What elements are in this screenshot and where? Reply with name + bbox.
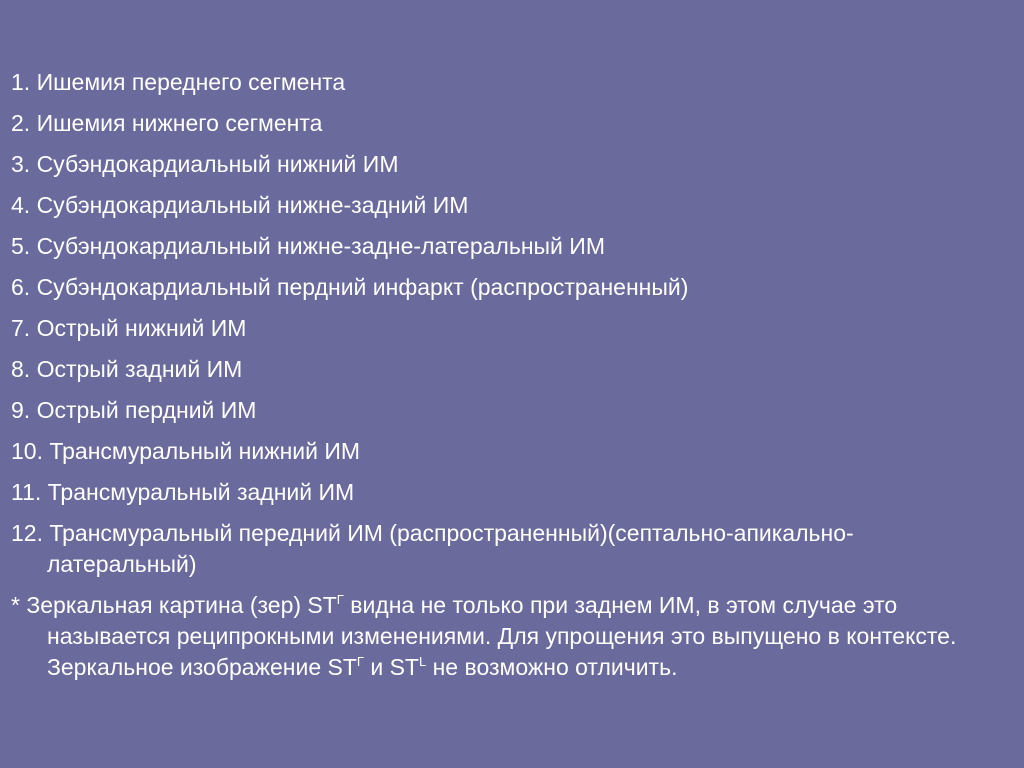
list-item-9: 9. Острый пердний ИМ bbox=[11, 397, 257, 423]
footnote-part-1: * Зеркальная картина (зер) ST bbox=[11, 592, 337, 618]
footnote-part-2: видна не только при заднем ИМ, в этом случае это называется реципрокными изменениями. Для упрощения это выпущено в контексте. Зеркальное изображение ST bbox=[47, 592, 957, 680]
footnote bbox=[11, 585, 1017, 683]
footnote-sup-1: Г bbox=[336, 592, 344, 607]
list-item-4: 4. Субэндокардиальный нижне-задний ИМ bbox=[11, 192, 469, 218]
list-item-3: 3. Субэндокардиальный нижний ИМ bbox=[11, 151, 399, 177]
footnote-part-3: и ST bbox=[363, 654, 419, 680]
footnote-part-4: не возможно отличить. bbox=[426, 654, 678, 680]
list-item-11: 11. Трансмуральный задний ИМ bbox=[11, 479, 355, 505]
list-item-6: 6. Субэндокардиальный пердний инфаркт (распространенный) bbox=[11, 274, 689, 300]
list-item-8: 8. Острый задний ИМ bbox=[11, 356, 243, 382]
numbered-list bbox=[11, 62, 1011, 683]
list-item-1: 1. Ишемия переднего сегмента bbox=[11, 69, 346, 95]
list-item-12: 12. Трансмуральный передний ИМ (распространенный)(септально-апикально-латеральный) bbox=[11, 520, 854, 577]
footnote-sup-2: Г bbox=[356, 654, 364, 669]
list-item-5: 5. Субэндокардиальный нижне-задне-латеральный ИМ bbox=[11, 233, 605, 259]
list-item-10: 10. Трансмуральный нижний ИМ bbox=[11, 438, 361, 464]
footnote-sup-3: L bbox=[418, 654, 427, 669]
list-item-2: 2. Ишемия нижнего сегмента bbox=[11, 110, 323, 136]
list-item-7: 7. Острый нижний ИМ bbox=[11, 315, 247, 341]
